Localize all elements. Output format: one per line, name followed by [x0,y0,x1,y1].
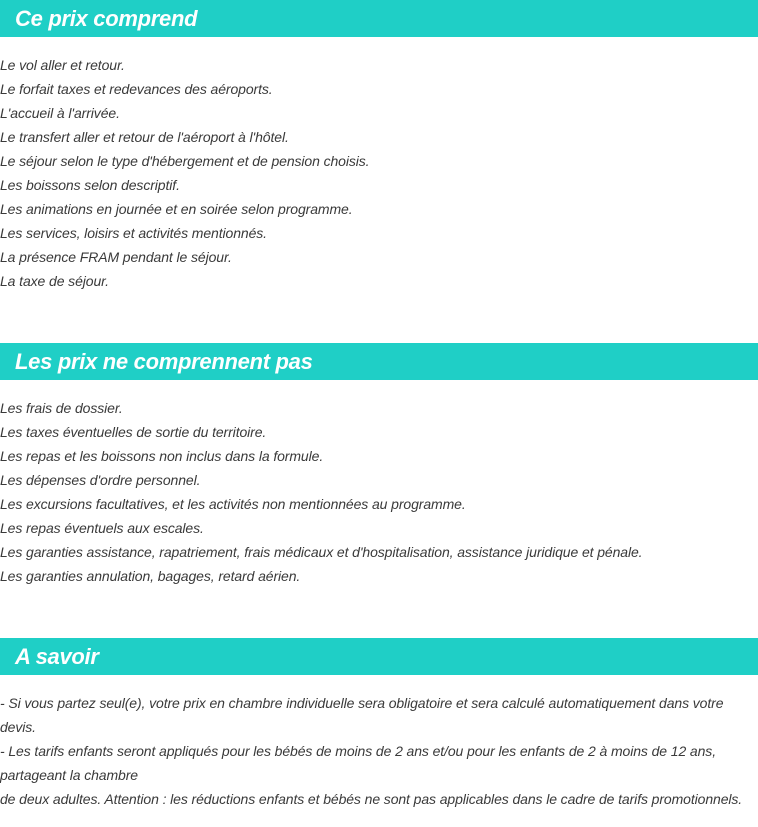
list-item: Le vol aller et retour. [0,57,125,73]
list-item: Les garanties assistance, rapatriement, frais médicaux et d'hospitalisation, assistance juridique et pénale. [0,544,643,560]
list-item: La présence FRAM pendant le séjour. [0,249,232,265]
section-title: A savoir [15,644,99,669]
list-item: L'accueil à l'arrivée. [0,105,120,121]
section-good-to-know [0,638,758,811]
section-header [0,638,758,675]
section-title: Ce prix comprend [15,6,198,31]
text-line: devis. [0,719,36,735]
list-item: Les garanties annulation, bagages, retard aérien. [0,568,301,584]
list-item: La taxe de séjour. [0,273,109,289]
good-to-know-text [0,691,758,811]
list-item: Les excursions facultatives, et les activités non mentionnées au programme. [0,496,466,512]
list-item: Le séjour selon le type d'hébergement et de pension choisis. [0,153,370,169]
not-included-list [0,396,758,588]
section-not-included [0,343,758,588]
list-item: Les boissons selon descriptif. [0,177,180,193]
list-item: Les taxes éventuelles de sortie du territoire. [0,424,267,440]
list-item: Les services, loisirs et activités mentionnés. [0,225,267,241]
list-item: Les dépenses d'ordre personnel. [0,472,201,488]
included-list [0,53,758,293]
section-included [0,0,758,293]
list-item: Les frais de dossier. [0,400,123,416]
text-line: - Les tarifs enfants seront appliqués pour les bébés de moins de 2 ans et/ou pour les enfants de 2 à moins de 12 ans, [0,743,716,759]
text-line: - Si vous partez seul(e), votre prix en chambre individuelle sera obligatoire et sera calculé automatiquement dans votre [0,695,724,711]
list-item: Les animations en journée et en soirée selon programme. [0,201,353,217]
list-item: Les repas éventuels aux escales. [0,520,204,536]
text-line: de deux adultes. Attention : les réductions enfants et bébés ne sont pas applicables dans le cadre de tarifs promotionnels. [0,791,743,807]
list-item: Le forfait taxes et redevances des aéroports. [0,81,273,97]
section-header [0,343,758,380]
section-title: Les prix ne comprennent pas [15,349,313,374]
text-line: partageant la chambre [0,767,138,783]
section-header [0,0,758,37]
list-item: Les repas et les boissons non inclus dans la formule. [0,448,324,464]
list-item: Le transfert aller et retour de l'aéroport à l'hôtel. [0,129,289,145]
